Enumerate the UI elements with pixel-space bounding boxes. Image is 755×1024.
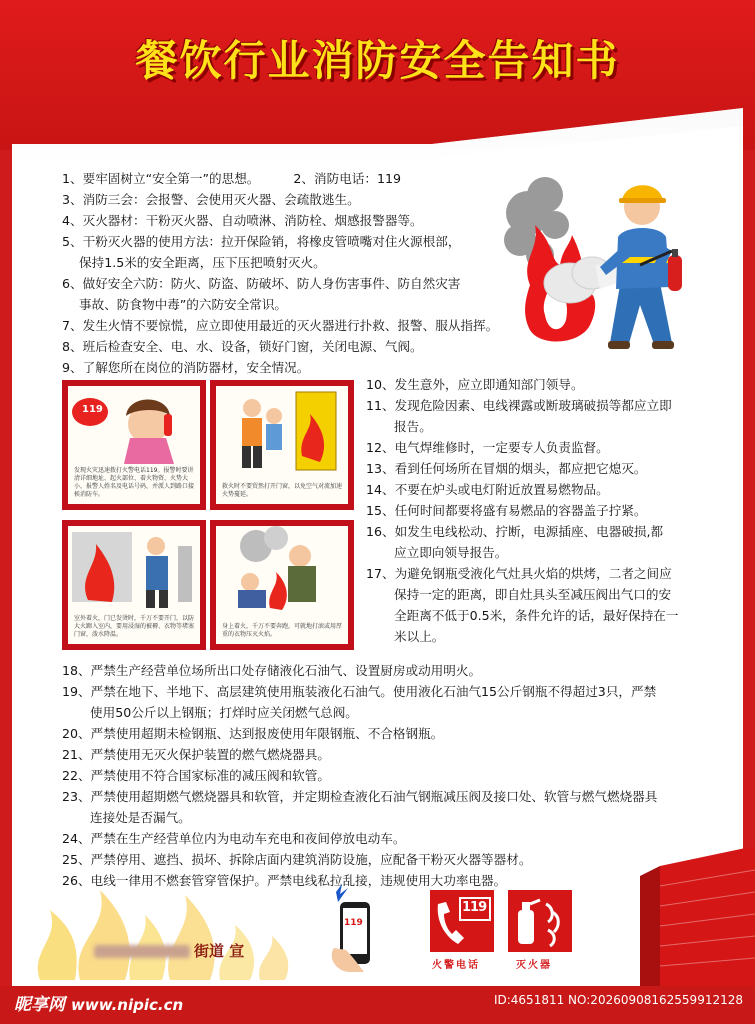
mobile-phone-icon	[328, 884, 378, 974]
rule-item: 23、严禁使用超期燃气燃烧器具和软管，并定期检查液化石油气钢瓶减压阀及接口处、软管与燃气燃烧器具	[62, 789, 658, 804]
watermark-id: ID:4651811 NO:20260908162559912128	[493, 993, 743, 1007]
illustration-card-body-fire	[210, 520, 354, 650]
rule-item: 18、严禁生产经营单位场所出口处存储液化石油气、设置厨房或动用明火。	[62, 663, 482, 678]
firefighter-illustration	[500, 165, 730, 380]
rule-item: 25、严禁停用、遮挡、损坏、拆除店面内建筑消防设施，应配备干粉灭火器等器材。	[62, 852, 532, 867]
fire-phone-label: 火警电话	[432, 960, 480, 971]
watermark-brand: 昵享网 www.nipic.cn	[14, 995, 184, 1015]
card-caption: 救火时不要贸然打开门窗，以免空气对流加速火势蔓延。	[222, 483, 343, 498]
blurred-name	[94, 945, 190, 958]
rule-item: 2、消防电话：119	[293, 171, 402, 186]
rule-item: 4、灭火器材：干粉灭火器、自动喷淋、消防栓、烟感报警器等。	[62, 213, 423, 228]
watermark-site: www.nipic.cn	[71, 996, 184, 1014]
rule-item: 20、严禁使用超期未检钢瓶、达到报废使用年限钢瓶、不合格钢瓶。	[62, 726, 444, 741]
building-decoration-icon	[640, 846, 755, 988]
rule-item: 9、了解您所在岗位的消防器材，安全情况。	[62, 360, 310, 375]
fire-extinguisher-icon	[508, 890, 572, 952]
fire-phone-sign	[430, 890, 494, 952]
illustration-card-doors	[210, 380, 354, 510]
rule-continuation: 使用50公斤以上钢瓶；打烊时应关闭燃气总阀。	[90, 705, 358, 720]
rule-item: 5、干粉灭火器的使用方法：拉开保险销，将橡皮管喷嘴对住火源根部，	[62, 234, 461, 249]
card-caption: 室外着火，门已发烫时，千万不要开门，以防大火蹿入室内，要用浸湿的被褥、衣物等堵塞门窗，泼水降温。	[74, 615, 195, 638]
rule-item: 7、发生火情不要惊慌，应立即使用最近的灭火器进行扑救、报警、服从指挥。	[62, 318, 499, 333]
rule-continuation: 米以上。	[394, 629, 445, 644]
rule-item: 1、要牢固树立“安全第一”的思想。	[62, 171, 260, 186]
flames-decoration-icon	[30, 870, 330, 980]
illustration-card-outdoor-fire	[62, 520, 206, 650]
rule-item: 17、为避免钢瓶受液化气灶具火焰的烘烤，二者之间应	[366, 566, 672, 581]
rules-middle	[366, 374, 706, 647]
phone-call-illustration	[68, 386, 200, 466]
door-fire-illustration	[216, 386, 348, 474]
rule-continuation: 报告。	[394, 419, 432, 434]
rule-item: 6、做好安全六防：防火、防盗、防破坏、防人身伤害事件、防自然灾害	[62, 276, 461, 291]
rule-item: 22、严禁使用不符合国家标准的减压阀和软管。	[62, 768, 330, 783]
rule-item: 16、如发生电线松动、拧断，电源插座、电器破损,都	[366, 524, 664, 539]
rule-item: 26、电线一律用不燃套管穿管保护。严禁电线私拉乱接，违规使用大功率电器。	[62, 873, 507, 888]
rule-item: 19、严禁在地下、半地下、高层建筑使用瓶装液化石油气。使用液化石油气15公斤钢瓶不得超过3只，严禁	[62, 684, 657, 699]
outdoor-fire-illustration	[68, 526, 200, 612]
rule-item: 10、发生意外，应立即通知部门领导。	[366, 377, 584, 392]
phone-119-label: 119	[344, 918, 363, 928]
rule-item: 24、严禁在生产经营单位内为电动车充电和夜间停放电动车。	[62, 831, 406, 846]
rule-item: 15、任何时间都要将盛有易燃品的容器盖子拧紧。	[366, 503, 647, 518]
card-caption: 身上着火，千万不要奔跑，可就地打滚或用厚重的衣物压灭火焰。	[222, 623, 343, 638]
street-publicity-label: 街道 宣	[94, 940, 244, 961]
extinguisher-label: 灭火器	[516, 960, 552, 971]
rule-item: 14、不要在炉头或电灯附近放置易燃物品。	[366, 482, 609, 497]
rule-item: 8、班后检查安全、电、水、设备，锁好门窗，关闭电源、气阀。	[62, 339, 423, 354]
firefighter-icon	[600, 185, 682, 349]
rule-continuation: 保持一定的距离，即自灶具头至减压阀出气口的安	[394, 587, 672, 602]
rule-item: 12、电气焊维修时，一定要专人负责监督。	[366, 440, 609, 455]
rules-bottom	[62, 660, 702, 891]
rule-continuation: 事故、防食物中毒”的六防安全常识。	[79, 297, 288, 312]
card-caption: 发现火灾迅速拨打火警电话119。报警时要讲清详细地址、起火部位、着火物资、火势大小，报警人姓名及电话号码，并派人到路口接候消防车。	[74, 467, 195, 498]
extinguisher-sign	[508, 890, 572, 952]
rule-continuation: 应立即向领导报告。	[394, 545, 508, 560]
rules-top	[62, 168, 512, 378]
rule-item: 11、发现危险因素、电线裸露或断玻璃破损等都应立即	[366, 398, 672, 413]
rule-continuation: 保持1.5米的安全距离，压下压把喷射灭火。	[79, 255, 326, 270]
rule-item: 3、消防三会：会报警、会使用灭火器、会疏散逃生。	[62, 192, 360, 207]
illustration-card-call-119	[62, 380, 206, 510]
sign-119-text: 119	[462, 900, 487, 915]
rule-item: 13、看到任何场所在冒烟的烟头，都应把它熄灭。	[366, 461, 647, 476]
body-fire-illustration	[216, 526, 348, 612]
rule-item: 21、严禁使用无灭火保护装置的燃气燃烧器具。	[62, 747, 330, 762]
rule-continuation: 全距离不低于0.5米，条件允许的话，最好保持在一	[394, 608, 679, 623]
rule-line	[62, 168, 512, 189]
rule-continuation: 连接处是否漏气。	[90, 810, 191, 825]
call-119-badge: 119	[82, 404, 103, 415]
page-title: 餐饮行业消防安全告知书	[135, 36, 620, 85]
